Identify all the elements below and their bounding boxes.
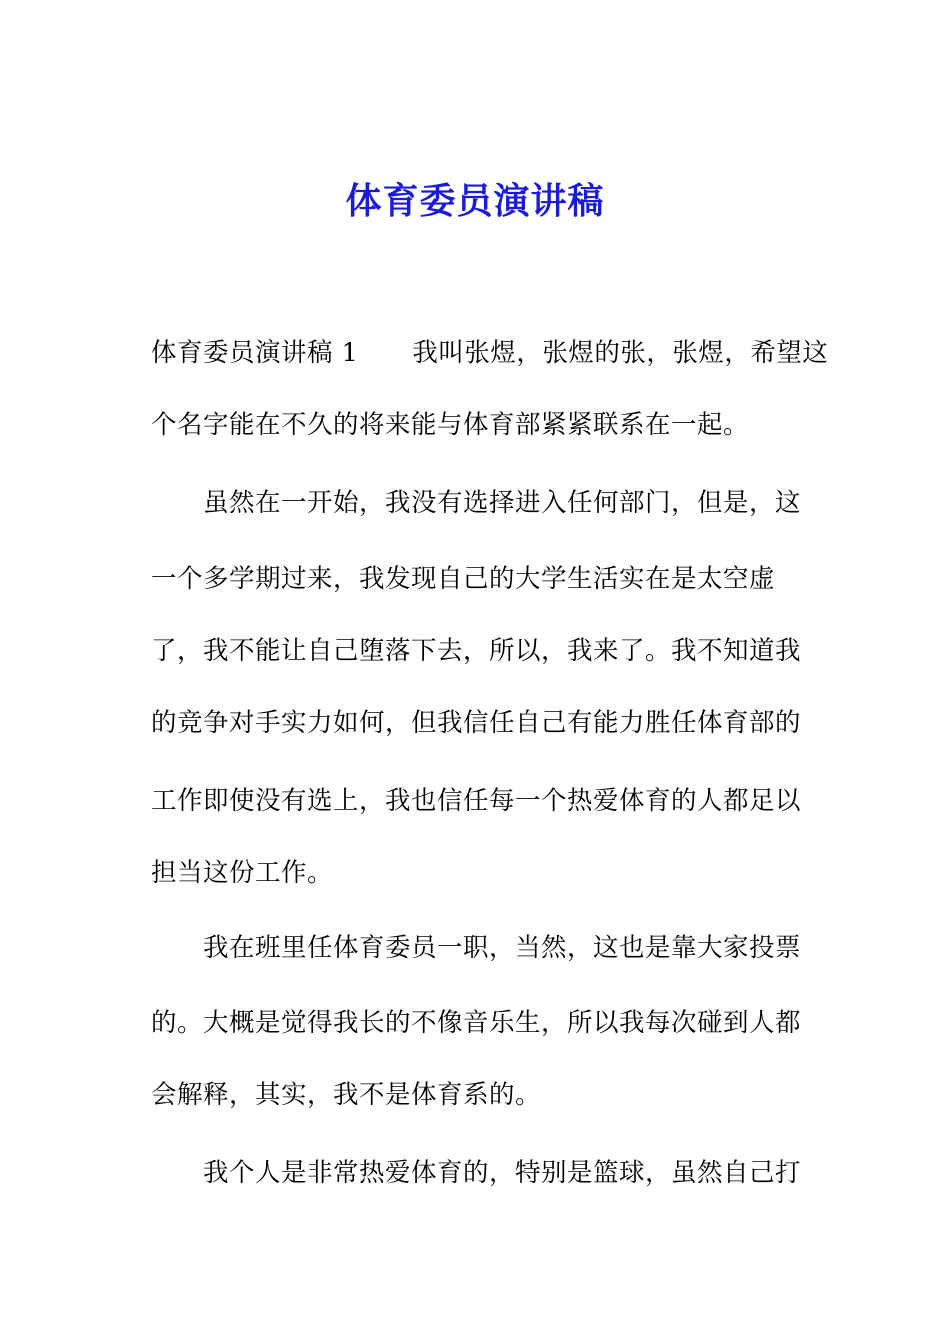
body-line-7: 工作即使没有选上，我也信任每一个热爱体育的人都足以 [151,786,802,816]
body-line-10: 的。大概是觉得我长的不像音乐生，所以我每次碰到人都 [151,1008,802,1038]
body-line-3: 虽然在一开始，我没有选择进入任何部门，但是，这 [203,488,802,518]
body-line-12: 我个人是非常热爱体育的，特别是篮球，虽然自己打 [203,1158,802,1188]
body-line-9: 我在班里任体育委员一职，当然，这也是靠大家投票 [203,933,802,963]
body-line-6: 的竞争对手实力如何，但我信任自己有能力胜任体育部的 [151,708,802,738]
body-line-11: 会解释，其实，我不是体育系的。 [151,1080,542,1110]
paragraph-text: 我叫张煜，张煜的张，张煜，希望这 [412,338,829,368]
body-line-4: 一个多学期过来，我发现自己的大学生活实在是太空虚 [151,564,776,594]
body-line-2: 个名字能在不久的将来能与体育部紧紧联系在一起。 [151,410,750,440]
document-title: 体育委员演讲稿 [345,181,605,222]
body-line-1 [151,335,828,371]
section-heading: 体育委员演讲稿 1 [151,338,359,368]
body-line-8: 担当这份工作。 [151,858,334,888]
body-line-5: 了，我不能让自己堕落下去，所以，我来了。我不知道我 [151,636,802,666]
